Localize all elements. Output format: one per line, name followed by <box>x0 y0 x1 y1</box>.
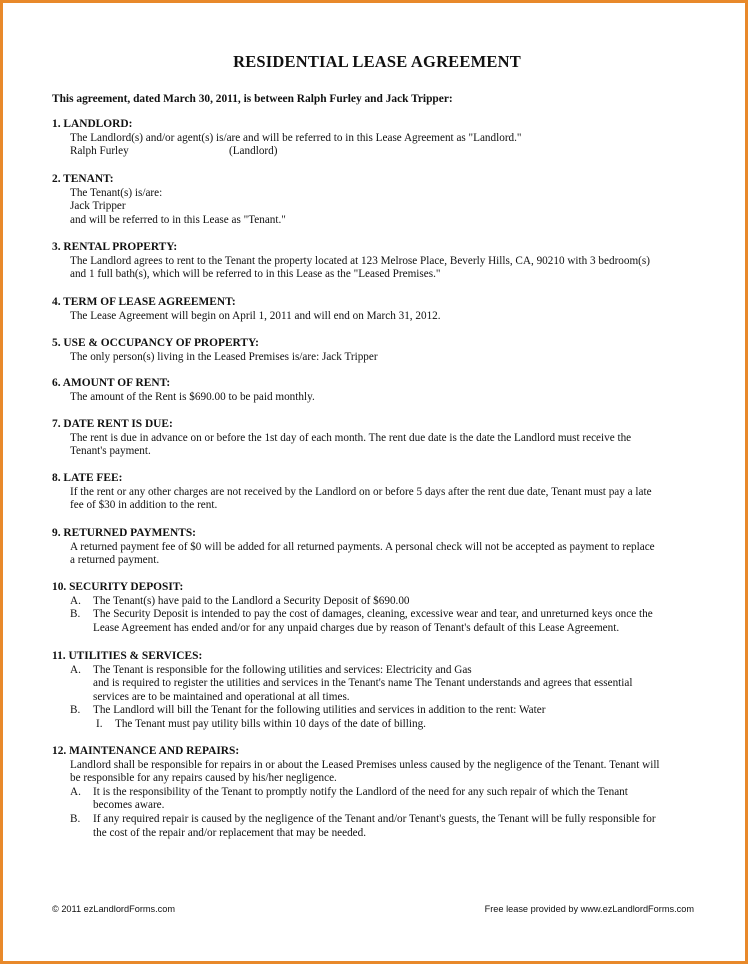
list-marker: A. <box>70 785 81 798</box>
section-returned-payments <box>52 527 702 568</box>
list-marker: B. <box>70 704 81 717</box>
section-text: and will be referred to in this Lease as "Tenant." <box>70 213 286 226</box>
tenant-name: Jack Tripper <box>70 200 126 213</box>
section-heading: 10. SECURITY DEPOSIT: <box>52 581 184 593</box>
footer-provider-link[interactable]: Free lease provided by www.ezLandlordForms.com <box>484 904 694 914</box>
section-text: Tenant's payment. <box>70 445 151 458</box>
list-item <box>52 786 702 813</box>
section-tenant <box>52 173 702 227</box>
list-text: Lease Agreement has ended and/or for any unpaid charges due by reason of Tenant's default of this Lease Agreement. <box>93 621 620 634</box>
section-text: and 1 full bath(s), which will be referred to in this Lease as the "Leased Premises." <box>70 268 441 281</box>
list-item <box>52 704 702 718</box>
section-text: The only person(s) living in the Leased Premises is/are: Jack Tripper <box>70 350 378 363</box>
section-late-fee <box>52 472 702 513</box>
section-heading: 3. RENTAL PROPERTY: <box>52 241 178 253</box>
list-marker: A. <box>70 594 81 607</box>
section-use-occupancy <box>52 337 702 364</box>
list-text: The Tenant(s) have paid to the Landlord a Security Deposit of $690.00 <box>93 594 410 607</box>
section-heading: 7. DATE RENT IS DUE: <box>52 418 173 430</box>
section-heading: 4. TERM OF LEASE AGREEMENT: <box>52 296 236 308</box>
list-marker: A. <box>70 663 81 676</box>
section-text: The Landlord(s) and/or agent(s) is/are and will be referred to in this Lease Agreement as "Landlord." <box>70 131 522 144</box>
section-term <box>52 296 702 323</box>
list-text: becomes aware. <box>93 799 165 812</box>
list-text: If any required repair is caused by the negligence of the Tenant and/or Tenant's guests, the Tenant will be fully responsible for <box>93 812 656 825</box>
sub-list-item <box>52 718 702 732</box>
list-item <box>52 595 702 609</box>
list-item <box>52 608 702 635</box>
intro-statement: This agreement, dated March 30, 2011, is between Ralph Furley and Jack Tripper: <box>52 93 453 105</box>
section-text: The Tenant(s) is/are: <box>70 186 163 199</box>
list-item <box>52 813 702 840</box>
section-text: The Lease Agreement will begin on April 1, 2011 and will end on March 31, 2012. <box>70 309 441 322</box>
section-rental-property <box>52 241 702 282</box>
landlord-role: (Landlord) <box>229 145 278 158</box>
section-text: If the rent or any other charges are not received by the Landlord on or before 5 days after the rent due date, Tenant must pay a late <box>70 485 652 498</box>
list-marker: I. <box>96 717 103 730</box>
list-text: services are to be maintained and operational at all times. <box>93 690 350 703</box>
landlord-name: Ralph Furley <box>70 145 129 158</box>
section-heading: 2. TENANT: <box>52 173 114 185</box>
section-heading: 9. RETURNED PAYMENTS: <box>52 527 196 539</box>
section-text: A returned payment fee of $0 will be added for all returned payments. A personal check will not be accepted as payment to replace <box>70 540 655 553</box>
section-heading: 12. MAINTENANCE AND REPAIRS: <box>52 745 240 757</box>
section-text: be responsible for any repairs caused by his/her negligence. <box>70 772 337 785</box>
section-heading: 1. LANDLORD: <box>52 118 133 130</box>
section-rent-due <box>52 418 702 459</box>
list-text: It is the responsibility of the Tenant to promptly notify the Landlord of the need for any such repair of which the Tenant <box>93 785 628 798</box>
list-text: The Tenant must pay utility bills within 10 days of the date of billing. <box>115 717 426 730</box>
list-text: the cost of the repair and/or replacement that may be needed. <box>93 826 367 839</box>
section-text: Landlord shall be responsible for repairs in or about the Leased Premises unless caused by the negligence of the Tenant. Tenant will <box>70 758 660 771</box>
list-marker: B. <box>70 812 81 825</box>
section-heading: 6. AMOUNT OF RENT: <box>52 377 171 389</box>
section-rent <box>52 377 702 404</box>
section-utilities <box>52 650 702 732</box>
list-text: and is required to register the utilities and services in the Tenant's name The Tenant understands and agrees that essential <box>93 677 633 690</box>
section-heading: 8. LATE FEE: <box>52 472 123 484</box>
section-text: fee of $30 in addition to the rent. <box>70 499 218 512</box>
list-text: The Landlord will bill the Tenant for the following utilities and services in addition to the rent: Water <box>93 704 546 717</box>
document-title: RESIDENTIAL LEASE AGREEMENT <box>233 52 521 71</box>
list-marker: B. <box>70 608 81 621</box>
section-text: a returned payment. <box>70 554 160 567</box>
section-text: The amount of the Rent is $690.00 to be paid monthly. <box>70 390 315 403</box>
list-item <box>52 664 702 705</box>
section-maintenance <box>52 745 702 840</box>
section-heading: 11. UTILITIES & SERVICES: <box>52 650 203 662</box>
section-security-deposit <box>52 581 702 635</box>
section-heading: 5. USE & OCCUPANCY OF PROPERTY: <box>52 337 259 349</box>
list-text: The Security Deposit is intended to pay the cost of damages, cleaning, excessive wear and tear, and unreturned keys once the <box>93 608 653 621</box>
section-text: The Landlord agrees to rent to the Tenant the property located at 123 Melrose Place, Beverly Hills, CA, 90210 with 3 bedroom(s) <box>70 254 650 267</box>
section-landlord <box>52 118 702 159</box>
list-text: The Tenant is responsible for the following utilities and services: Electricity and Gas <box>93 663 472 676</box>
section-text: The rent is due in advance on or before the 1st day of each month. The rent due date is the date the Landlord must receive the <box>70 431 632 444</box>
footer-copyright: © 2011 ezLandlordForms.com <box>52 904 176 914</box>
